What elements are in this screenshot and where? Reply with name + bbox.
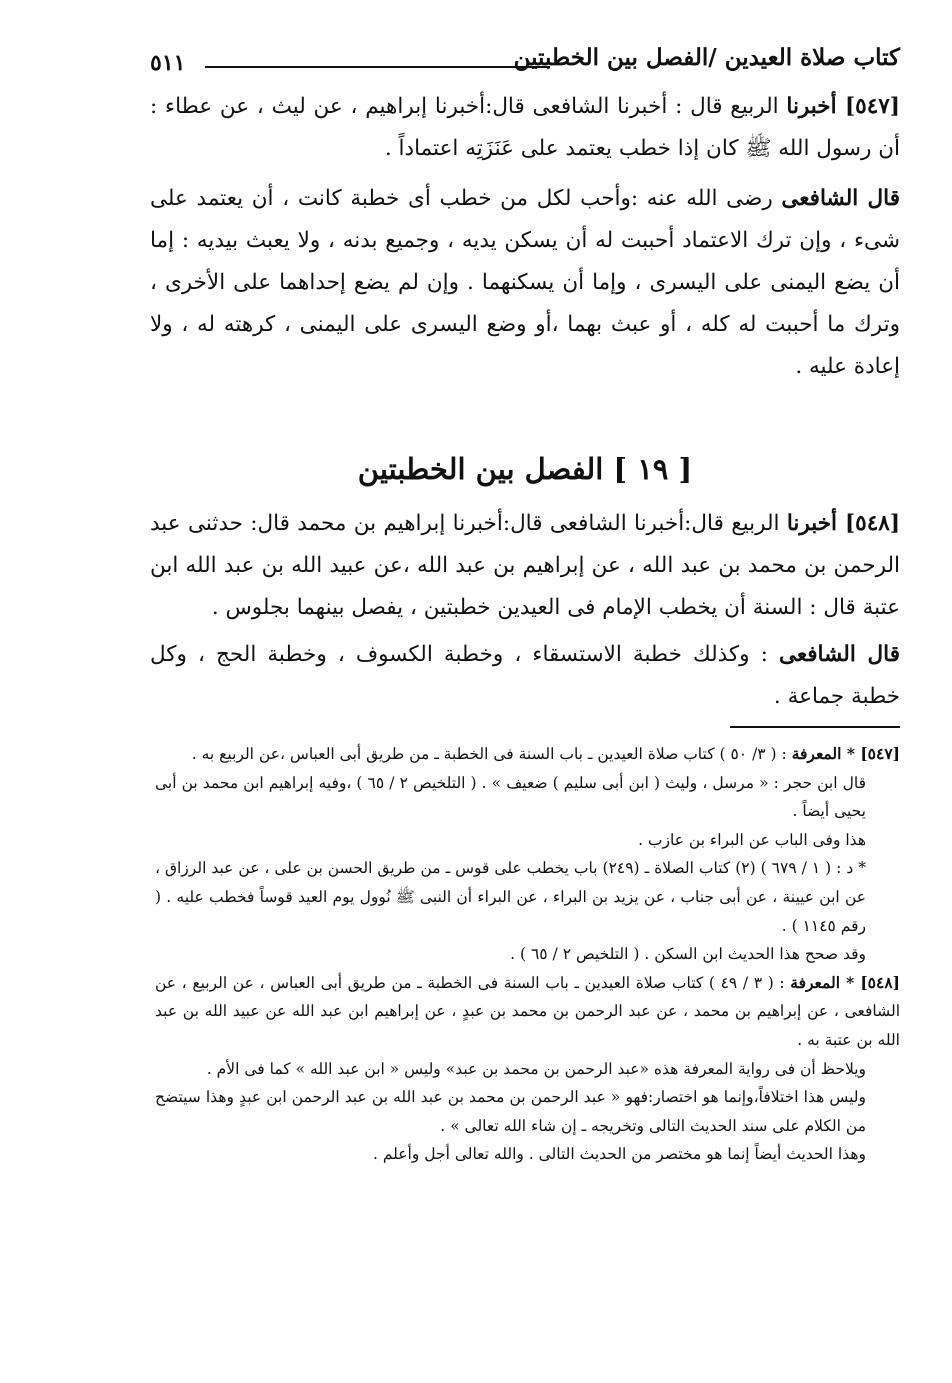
footnote-text: وهذا الحديث أيضاً إنما هو مختصر من الحديث التالى . والله تعالى أجل وأعلم . [373,1145,866,1164]
footnote-text: هذا وفى الباب عن البراء بن عازب . [638,830,866,849]
footnote-text: : ( ٣ / ٤٩ ) كتاب صلاة العيدين ـ باب السنة فى الخطبة ـ من طريق أبى العباس ، عن الربيع ، عن الشافعى ، عن إبراهيم بن محمد ، عن عبد الرحمن بن محمد بن عبدٍ ، عن إبراهيم ابن عبد الله عن عبيد الله بن عبد الله بن عتبة به . [155,973,900,1049]
footnote-text: قال ابن حجر : « مرسل ، وليث ( ابن أبى سليم ) ضعيف » . ( التلخيص ٢ / ٦٥ ) ،وفيه إبراهيم ابن محمد بن أبى يحيى أيضاً . [155,773,867,821]
header-rule [205,66,550,68]
footnote [155,740,900,769]
footnote [155,769,900,826]
running-title: كتاب صلاة العيدين /الفصل بين الخطبتين [513,44,900,71]
footnote-ref: [٥٤٧] * المعرفة [791,744,900,763]
hadith-548-text: الربيع قال:أخبرنا الشافعى قال:أخبرنا إبراهيم بن محمد قال: حدثنى عبد الرحمن بن محمد بن عبد الله ، عن إبراهيم بن عبد الله ،عن عبيد الله بن عبد الله ابن عتبة قال : السنة أن يخطب الإمام فى العيدين خطبتين ، يفصل بينهما بجلوس . [150,511,900,620]
footnotes [155,740,900,1169]
page-number: ٥١١ [150,50,186,76]
running-header [150,44,900,84]
footnote-text: : ( ٣/ ٥٠ ) كتاب صلاة العيدين ـ باب السنة فى الخطبة ـ من طريق أبى العباس ،عن الربيع به . [191,745,792,763]
footnote-ref: [٥٤٨] * المعرفة [790,972,900,992]
footnote-text: وليس هذا اختلافاً،وإنما هو اختصار:فهو « عبد الرحمن بن محمد بن عبد الله بن عبد الرحمن ابن عبدٍ وهذا سيتضح من الكلام على سند الحديث التالى وتخريجه ـ إن شاء الله تعالى » . [155,1088,866,1135]
shafii-comment-1-paragraph [150,178,900,388]
footnote [155,854,900,940]
hadith-547-paragraph [150,86,900,170]
footnote-separator [730,726,900,728]
footnote [155,1055,900,1084]
hadith-547-text: الربيع قال : أخبرنا الشافعى قال:أخبرنا إبراهيم ، عن ليث ، عن عطاء : أن رسول الله ﷺ كان إذا خطب يعتمد على عَنَزَتِه اعتماداً . [150,94,900,161]
footnote [155,1140,900,1169]
shafii-comment-2-text: : وكذلك خطبة الاستسقاء ، وخطبة الكسوف ، وخطبة الحج ، وكل خطبة جماعة . [150,642,900,709]
footnote [155,1083,900,1140]
hadith-547-lead: [٥٤٧] أخبرنا [786,94,900,119]
shafii-comment-2-lead: قال الشافعى [778,642,900,667]
footnote-text: * د : ( ١ / ٦٧٩ ) (٢) كتاب الصلاة ـ (٢٤٩) باب يخطب على قوس ـ من طريق الحسن بن على ، عن عبد الرزاق ، عن ابن عيينة ، عن أبى جناب ، عن يزيد بن البراء ، عن البراء أن النبى ﷺ نُوول يوم العيد قوساً فخطب عليه . ( رقم ١١٤٥ ) . [155,859,866,935]
hadith-548-paragraph [150,503,900,629]
shafii-comment-1-lead: قال الشافعى [781,186,900,211]
footnote [155,940,900,969]
shafii-comment-2-paragraph [150,634,900,718]
section-heading: [ ١٩ ] الفصل بين الخطبتين [357,452,693,486]
shafii-comment-1-text: رضى الله عنه :وأحب لكل من خطب أى خطبة كانت ، أن يعتمد على شىء ، وإن ترك الاعتماد أحببت له أن يسكن يديه ، وجميع بدنه ، ولا يعبث بيديه : إما أن يضع اليمنى على اليسرى ، وإما أن يسكنهما . وإن لم يضع إحداهما على الأخرى ، وترك ما أحببت له كله ، أو عبث بهما ،أو وضع اليسرى على اليمنى ، كرهته له ، ولا إعادة عليه . [150,186,900,379]
footnote-text: وقد صحح هذا الحديث ابن السكن . ( التلخيص ٢ / ٦٥ ) . [510,945,866,964]
footnote [155,826,900,855]
footnote [155,969,900,1055]
footnote-text: ويلاحظ أن فى رواية المعرفة هذه «عبد الرحمن بن محمد بن عبد» وليس « ابن عبد الله » كما فى الأم . [206,1059,866,1078]
hadith-548-lead: [٥٤٨] أخبرنا [786,511,900,536]
